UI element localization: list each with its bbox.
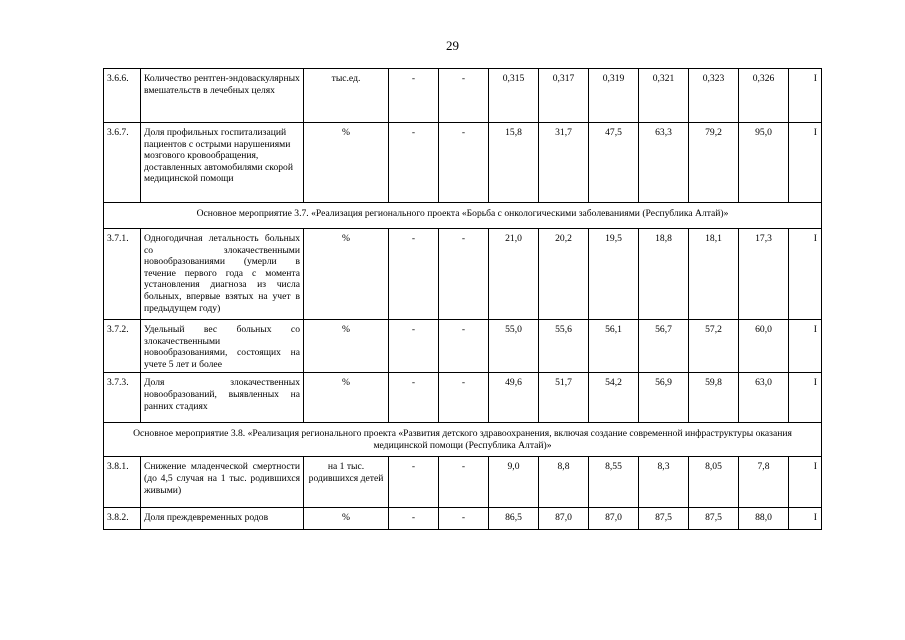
baseline-cell: -: [439, 69, 489, 123]
value-cell: 8,8: [539, 457, 589, 508]
unit-cell: на 1 тыс. родившихся детей: [304, 457, 389, 508]
value-cell: 20,2: [539, 229, 589, 320]
unit-cell: %: [304, 123, 389, 203]
last-column-cell: I: [789, 373, 822, 423]
last-column-cell: I: [789, 229, 822, 320]
value-cell: 9,0: [489, 457, 539, 508]
value-cell: 0,321: [639, 69, 689, 123]
row-number: 3.7.2.: [104, 320, 141, 373]
table-row: [104, 229, 822, 320]
value-cell: 88,0: [739, 508, 789, 530]
table-row: [104, 457, 822, 508]
baseline-cell: -: [439, 457, 489, 508]
baseline-cell: -: [389, 69, 439, 123]
last-column-cell: I: [789, 69, 822, 123]
value-cell: 19,5: [589, 229, 639, 320]
value-cell: 47,5: [589, 123, 639, 203]
value-cell: 0,326: [739, 69, 789, 123]
row-number: 3.8.2.: [104, 508, 141, 530]
last-column-cell: I: [789, 320, 822, 373]
page-number: 29: [446, 38, 459, 53]
value-cell: 18,8: [639, 229, 689, 320]
baseline-cell: -: [439, 320, 489, 373]
section-row: [104, 423, 822, 457]
row-number: 3.6.6.: [104, 69, 141, 123]
table-body: [104, 69, 822, 530]
value-cell: 56,7: [639, 320, 689, 373]
row-number: 3.7.3.: [104, 373, 141, 423]
table-row: [104, 123, 822, 203]
table-row: [104, 320, 822, 373]
unit-cell: %: [304, 373, 389, 423]
value-cell: 56,9: [639, 373, 689, 423]
value-cell: 86,5: [489, 508, 539, 530]
baseline-cell: -: [439, 508, 489, 530]
value-cell: 60,0: [739, 320, 789, 373]
row-number: 3.8.1.: [104, 457, 141, 508]
value-cell: 87,0: [539, 508, 589, 530]
unit-cell: тыс.ед.: [304, 69, 389, 123]
value-cell: 87,5: [689, 508, 739, 530]
value-cell: 59,8: [689, 373, 739, 423]
last-column-cell: I: [789, 457, 822, 508]
value-cell: 55,0: [489, 320, 539, 373]
value-cell: 54,2: [589, 373, 639, 423]
indicator-name: Одногодичная летальность больных со злокачественными новообразованиями (умерли в течение первого года с момента установления диагноза из числа больных, впервые взятых на учет в предыдущем году): [141, 229, 304, 320]
indicators-table: [103, 68, 822, 530]
value-cell: 17,3: [739, 229, 789, 320]
row-number: 3.7.1.: [104, 229, 141, 320]
baseline-cell: -: [439, 373, 489, 423]
value-cell: 8,55: [589, 457, 639, 508]
value-cell: 95,0: [739, 123, 789, 203]
table-row: [104, 508, 822, 530]
value-cell: 8,3: [639, 457, 689, 508]
indicator-name: Количество рентген-эндоваскулярных вмешательств в лечебных целях: [141, 69, 304, 123]
value-cell: 87,0: [589, 508, 639, 530]
section-title: Основное мероприятие 3.8. «Реализация регионального проекта «Развития детского здравоохранения, включая создание современной инфраструктуры оказания медицинской помощи (Республика Алтай)»: [104, 423, 822, 457]
value-cell: 79,2: [689, 123, 739, 203]
value-cell: 15,8: [489, 123, 539, 203]
row-number: 3.6.7.: [104, 123, 141, 203]
section-title: Основное мероприятие 3.7. «Реализация регионального проекта «Борьба с онкологическими заболеваниями (Республика Алтай)»: [104, 203, 822, 229]
indicator-name: Доля преждевременных родов: [141, 508, 304, 530]
baseline-cell: -: [389, 320, 439, 373]
value-cell: 0,319: [589, 69, 639, 123]
value-cell: 49,6: [489, 373, 539, 423]
value-cell: 63,3: [639, 123, 689, 203]
baseline-cell: -: [389, 373, 439, 423]
section-row: [104, 203, 822, 229]
value-cell: 55,6: [539, 320, 589, 373]
value-cell: 0,317: [539, 69, 589, 123]
baseline-cell: -: [439, 123, 489, 203]
indicator-name: Снижение младенческой смертности (до 4,5 случая на 1 тыс. родившихся живыми): [141, 457, 304, 508]
unit-cell: %: [304, 229, 389, 320]
value-cell: 51,7: [539, 373, 589, 423]
last-column-cell: I: [789, 508, 822, 530]
baseline-cell: -: [389, 457, 439, 508]
value-cell: 7,8: [739, 457, 789, 508]
unit-cell: %: [304, 320, 389, 373]
unit-cell: %: [304, 508, 389, 530]
value-cell: 8,05: [689, 457, 739, 508]
indicator-name: Доля профильных госпитализаций пациентов с острыми нарушениями мозгового кровообращения, доставленных автомобилями скорой медицинской помощи: [141, 123, 304, 203]
baseline-cell: -: [389, 123, 439, 203]
table-row: [104, 373, 822, 423]
value-cell: 0,315: [489, 69, 539, 123]
baseline-cell: -: [389, 229, 439, 320]
value-cell: 0,323: [689, 69, 739, 123]
indicator-name: Удельный вес больных со злокачественными новообразованиями, состоящих на учете 5 лет и более: [141, 320, 304, 373]
value-cell: 63,0: [739, 373, 789, 423]
value-cell: 57,2: [689, 320, 739, 373]
indicator-name: Доля злокачественных новообразований, выявленных на ранних стадиях: [141, 373, 304, 423]
value-cell: 31,7: [539, 123, 589, 203]
baseline-cell: -: [389, 508, 439, 530]
table-row: [104, 69, 822, 123]
value-cell: 87,5: [639, 508, 689, 530]
value-cell: 18,1: [689, 229, 739, 320]
baseline-cell: -: [439, 229, 489, 320]
value-cell: 21,0: [489, 229, 539, 320]
last-column-cell: I: [789, 123, 822, 203]
value-cell: 56,1: [589, 320, 639, 373]
